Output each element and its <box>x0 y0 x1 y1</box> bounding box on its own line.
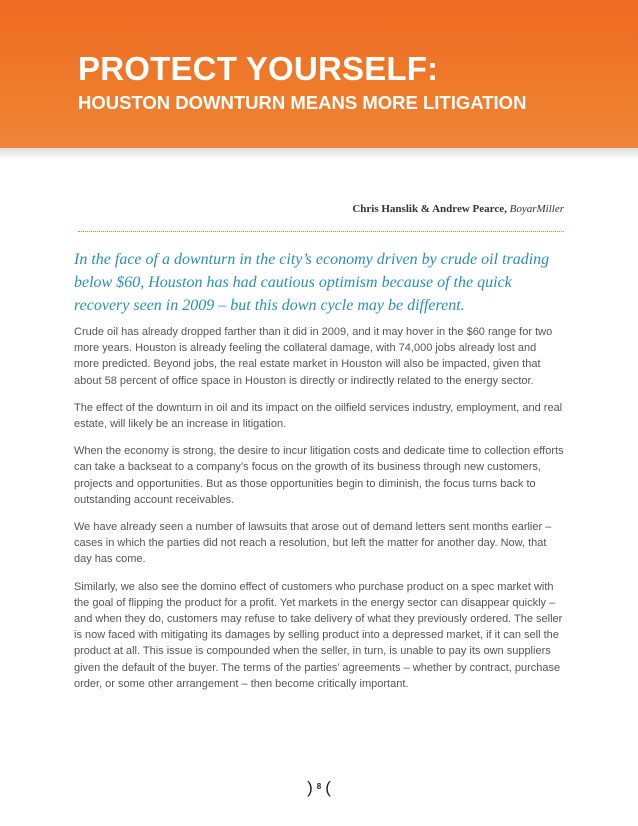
byline-authors: Chris Hanslik & Andrew Pearce, <box>352 203 507 215</box>
body-paragraph: When the economy is strong, the desire to incur litigation costs and dedicate time to collection efforts can take a backseat to a company’s focus on the growth of its business through new customers, projects and opportunities. But as those opportunities begin to diminish, the focus turns back to outstanding account receivables. <box>74 445 564 506</box>
banner-shadow <box>0 148 638 160</box>
page-subtitle: HOUSTON DOWNTURN MEANS MORE LITIGATION <box>78 92 527 113</box>
body-paragraph: The effect of the downturn in oil and its impact on the oilfield services industry, employment, and real estate, will likely be an increase in litigation. <box>74 401 563 431</box>
page-bracket-left: ) <box>307 778 313 797</box>
lead-paragraph: In the face of a downturn in the city’s economy driven by crude oil trading below $60, Houston has had cautious optimism because of the quick recovery seen in 2009 – but this down cycle may be different. <box>74 251 550 314</box>
page-number <box>0 778 638 798</box>
page-bracket-right: ( <box>325 778 331 797</box>
page-title: PROTECT YOURSELF: <box>78 50 439 87</box>
page-number-value: 8 <box>316 782 322 791</box>
byline-company: BoyarMiller <box>509 203 564 215</box>
body-paragraph: We have already seen a number of lawsuits that arose out of demand letters sent months earlier – cases in which the parties did not reach a resolution, but left the matter for another day. Now, that day has come. <box>74 521 552 566</box>
article-body <box>74 324 564 703</box>
body-paragraph: Similarly, we also see the domino effect of customers who purchase product on a spec market with the goal of flipping the product for a profit. Yet markets in the energy sector can disappear quickly – and when they do, customers may refuse to take delivery of what they previously ordered. The seller is now faced with mitigating its damages by selling product into a depressed market, if it can sell the product at all. This issue is compounded when the seller, in turn, is unable to pay its own suppliers given the default of the buyer. The terms of the parties’ agreements – whether by contract, purchase order, or some other arrangement – then become critically important. <box>74 580 563 690</box>
dotted-divider <box>78 231 564 232</box>
header-banner <box>0 0 638 148</box>
body-paragraph: Crude oil has already dropped farther than it did in 2009, and it may hover in the $60 range for two more years. Houston is already feeling the collateral damage, with 74,000 jobs already lost and more predicted. Beyond jobs, the real estate market in Houston will also be impacted, given that about 58 percent of office space in Houston is directly or indirectly related to the energy sector. <box>74 326 553 387</box>
byline <box>352 203 564 215</box>
